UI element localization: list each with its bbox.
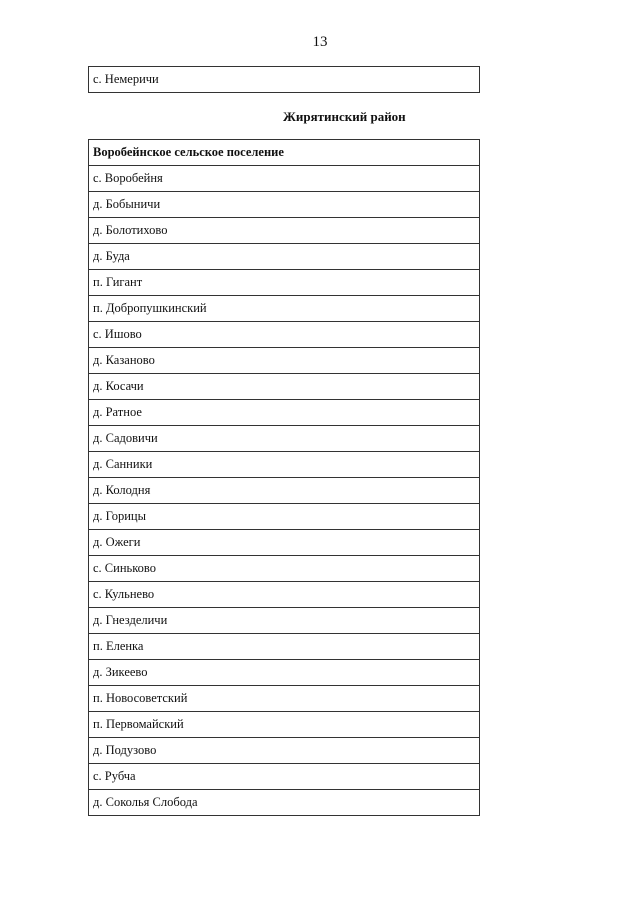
table-row: [89, 426, 480, 452]
settlement-table: [88, 139, 480, 816]
settlement-cell: д. Казаново: [89, 348, 480, 374]
settlement-cell: д. Бобыничи: [89, 192, 480, 218]
table-row: [89, 556, 480, 582]
settlement-cell: п. Новосоветский: [89, 686, 480, 712]
table-row: [89, 686, 480, 712]
settlement-cell: д. Болотихово: [89, 218, 480, 244]
table-row: [89, 764, 480, 790]
settlement-header-cell: Воробейнское сельское поселение: [89, 140, 480, 166]
table-row: [89, 67, 480, 93]
settlement-cell: п. Первомайский: [89, 712, 480, 738]
table-row: [89, 608, 480, 634]
table-row: [89, 530, 480, 556]
settlement-cell: д. Горицы: [89, 504, 480, 530]
table-row: [89, 712, 480, 738]
settlement-cell: д. Ратное: [89, 400, 480, 426]
settlement-cell: д. Садовичи: [89, 426, 480, 452]
table-row: [89, 296, 480, 322]
settlement-cell: п. Гигант: [89, 270, 480, 296]
settlement-cell: с. Кульнево: [89, 582, 480, 608]
table-row: [89, 790, 480, 816]
settlement-cell: д. Ожеги: [89, 530, 480, 556]
settlement-cell: д. Колодня: [89, 478, 480, 504]
table-row: [89, 374, 480, 400]
page-number: 13: [312, 34, 328, 50]
table-row: [89, 452, 480, 478]
table-row: [89, 166, 480, 192]
table-row: [89, 504, 480, 530]
settlement-cell: д. Буда: [89, 244, 480, 270]
table-row: [89, 348, 480, 374]
settlement-cell: д. Косачи: [89, 374, 480, 400]
table-row: [89, 738, 480, 764]
settlement-cell: с. Рубча: [89, 764, 480, 790]
settlement-cell: п. Еленка: [89, 634, 480, 660]
settlement-cell: с. Синьково: [89, 556, 480, 582]
table-row: [89, 660, 480, 686]
table-row: [89, 400, 480, 426]
table-row: [89, 244, 480, 270]
table-row: [89, 218, 480, 244]
settlement-cell: с. Воробейня: [89, 166, 480, 192]
settlement-cell: п. Добропушкинский: [89, 296, 480, 322]
settlement-cell: д. Подузово: [89, 738, 480, 764]
settlement-cell: с. Немеричи: [89, 67, 480, 93]
table-header-row: [89, 140, 480, 166]
district-heading: Жирятинский район: [283, 109, 406, 124]
settlement-cell: д. Зикеево: [89, 660, 480, 686]
table-row: [89, 322, 480, 348]
table-row: [89, 582, 480, 608]
settlement-cell: с. Ишово: [89, 322, 480, 348]
table-row: [89, 192, 480, 218]
previous-district-table: [88, 66, 480, 93]
settlement-cell: д. Соколья Слобода: [89, 790, 480, 816]
table-row: [89, 634, 480, 660]
table-row: [89, 270, 480, 296]
settlement-cell: д. Гнезделичи: [89, 608, 480, 634]
settlement-cell: д. Санники: [89, 452, 480, 478]
table-row: [89, 478, 480, 504]
